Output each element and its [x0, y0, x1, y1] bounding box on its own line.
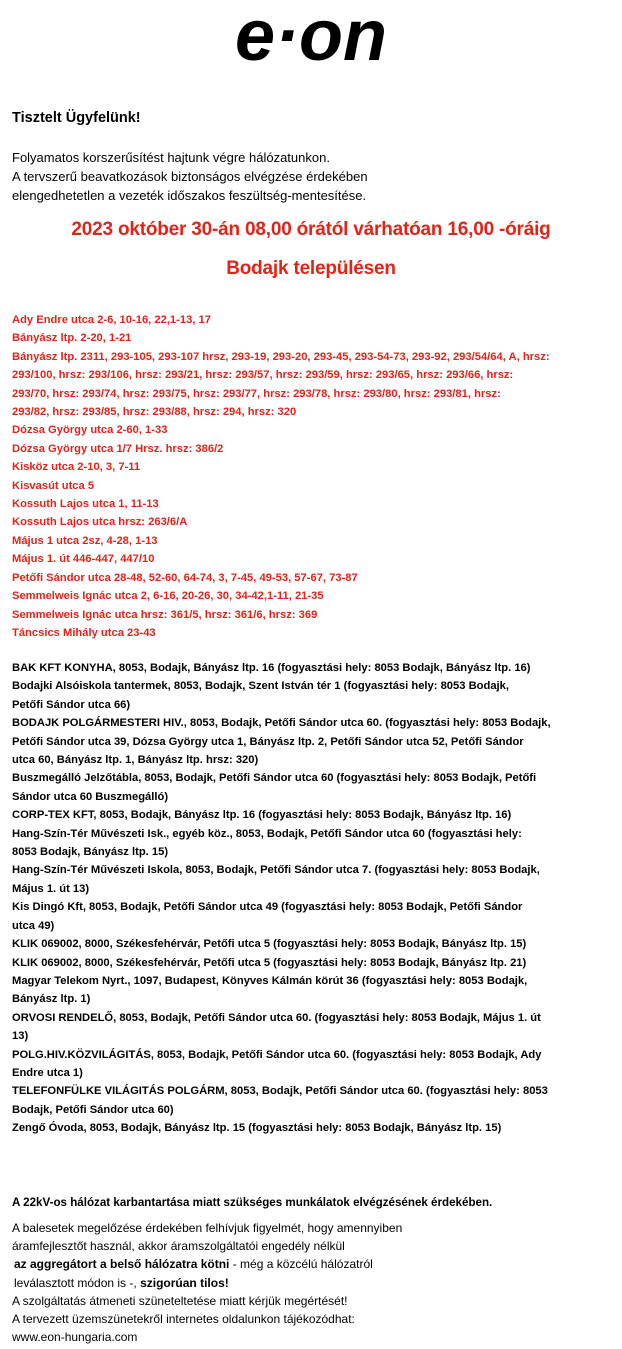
- notice-bold: szigorúan tilos!: [140, 1275, 229, 1290]
- outage-date-heading: 2023 október 30-án 08,00 órától várhatóan 16,00 -óráig: [71, 219, 551, 240]
- consumer-item: utca 49): [12, 919, 55, 932]
- consumer-item: Hang-Szín-Tér Művészeti Iskola, 8053, Bodajk, Petőfi Sándor utca 7. (fogyasztási hely: 8053 Bodajk,: [12, 864, 540, 877]
- notice-line: [12, 1274, 612, 1292]
- street-item: Kossuth Lajos utca 1, 11-13: [12, 498, 159, 511]
- notice-text: leválasztott módon is -,: [14, 1275, 141, 1290]
- consumer-item: Petőfi Sándor utca 39, Dózsa György utca 1, Bányász ltp. 2, Petőfi Sándor utca 52, Petőfi Sándor: [12, 735, 524, 748]
- street-item: Ady Endre utca 2-6, 10-16, 22,1-13, 17: [12, 314, 211, 326]
- intro-line: Folyamatos korszerűsítést hajtunk végre hálózatunkon.: [12, 150, 330, 165]
- consumer-item: CORP-TEX KFT, 8053, Bodajk, Bányász ltp. 16 (fogyasztási hely: 8053 Bodajk, Bányász ltp. 16): [12, 809, 512, 822]
- affected-streets-list: [12, 311, 612, 642]
- intro-line: elengedhetetlen a vezeték időszakos feszültség-mentesítése.: [12, 188, 367, 203]
- intro-line: A tervszerű beavatkozások biztonságos elvégzése érdekében: [12, 169, 368, 184]
- consumer-item: Petőfi Sándor utca 66): [12, 698, 131, 711]
- website-link[interactable]: www.eon-hungaria.com: [12, 1330, 138, 1345]
- notice-line: A tervezett üzemszünetekről internetes oldalunkon tájékozódhat:: [12, 1312, 355, 1327]
- street-item: Semmelweis Ignác utca hrsz: 361/5, hrsz: 361/6, hrsz: 369: [12, 608, 318, 621]
- consumer-item: Bodajk, Petőfi Sándor utca 60): [12, 1103, 174, 1116]
- street-item: Május 1. út 446-447, 447/10: [12, 553, 155, 566]
- street-item: Petőfi Sándor utca 28-48, 52-60, 64-74, 3, 7-45, 49-53, 57-67, 73-87: [12, 571, 358, 584]
- consumer-item: BODAJK POLGÁRMESTERI HIV., 8053, Bodajk, Petőfi Sándor utca 60. (fogyasztási hely: 8053 Bodajk,: [12, 717, 551, 730]
- eon-logo: [0, 8, 622, 70]
- consumer-item: utca 60, Bányász ltp. 1, Bányász ltp. hrsz: 320): [12, 754, 259, 767]
- street-item: 293/100, hrsz: 293/106, hrsz: 293/21, hrsz: 293/57, hrsz: 293/59, hrsz: 293/65, hrsz: 293/66, hrsz:: [12, 369, 514, 382]
- consumer-item: Buszmegálló Jelzőtábla, 8053, Bodajk, Petőfi Sándor utca 60 (fogyasztási hely: 8053 Bodajk, Petőfi: [12, 772, 537, 785]
- consumer-item: BAK KFT KONYHA, 8053, Bodajk, Bányász ltp. 16 (fogyasztási hely: 8053 Bodajk, Bányász ltp. 16): [12, 662, 531, 674]
- consumer-item: Endre utca 1): [12, 1066, 83, 1079]
- consumer-item: 8053 Bodajk, Bányász ltp. 15): [12, 846, 169, 859]
- consumer-item: Május 1. út 13): [12, 882, 90, 895]
- consumer-item: KLIK 069002, 8000, Székesfehérvár, Petőfi utca 5 (fogyasztási hely: 8053 Bodajk, Bányász ltp. 21): [12, 956, 527, 969]
- street-item: Dózsa György utca 1/7 Hrsz. hrsz: 386/2: [12, 442, 224, 455]
- consumer-item: Bányász ltp. 1): [12, 993, 91, 1006]
- notice-line: A balesetek megelőzése érdekében felhívjuk figyelmét, hogy amennyiben: [12, 1221, 403, 1235]
- notice-line: áramfejlesztőt használ, akkor áramszolgáltatói engedély nélkül: [12, 1239, 345, 1254]
- outage-place-heading: Bodajk településen: [226, 258, 396, 279]
- street-item: Semmelweis Ignác utca 2, 6-16, 20-26, 30, 34-42,1-11, 21-35: [12, 590, 324, 603]
- intro-text: [12, 148, 368, 205]
- eon-logo-text: e·on: [235, 8, 387, 70]
- consumer-item: TELEFONFÜLKE VILÁGITÁS POLGÁRM, 8053, Bodajk, Petőfi Sándor utca 60. (fogyasztási hely: 8053: [12, 1085, 548, 1098]
- consumer-item: Sándor utca 60 Buszmegálló): [12, 790, 169, 803]
- street-item: 293/70, hrsz: 293/74, hrsz: 293/75, hrsz: 293/77, hrsz: 293/78, hrsz: 293/80, hrsz: 293/81, hrsz:: [12, 387, 501, 400]
- consumer-item: Hang-Szín-Tér Művészeti Isk., egyéb köz., 8053, Bodajk, Petőfi Sándor utca 60 (fogyasztási hely:: [12, 827, 522, 840]
- notice-line: [12, 1255, 612, 1273]
- notice-bold: az aggregátort a belső hálózatra kötni: [14, 1257, 230, 1272]
- notice-line: A szolgáltatás átmeneti szüneteltetése miatt kérjük megértését!: [12, 1293, 348, 1308]
- street-item: Kisköz utca 2-10, 3, 7-11: [12, 461, 141, 474]
- consumer-item: 13): [12, 1030, 29, 1043]
- street-item: 293/82, hrsz: 293/85, hrsz: 293/88, hrsz: 294, hrsz: 320: [12, 406, 297, 419]
- consumer-item: POLG.HIV.KÖZVILÁGITÁS, 8053, Bodajk, Petőfi Sándor utca 60. (fogyasztási hely: 8053 Bodajk, Ady: [12, 1048, 542, 1061]
- maintenance-reason: A 22kV-os hálózat karbantartása miatt szükséges munkálatok elvégzésének érdekében.: [12, 1196, 493, 1209]
- eon-logo-mark: [191, 8, 431, 70]
- street-item: Kossuth Lajos utca hrsz: 263/6/A: [12, 516, 188, 529]
- street-item: Bányász ltp. 2-20, 1-21: [12, 332, 132, 345]
- street-item: Május 1 utca 2sz, 4-28, 1-13: [12, 534, 158, 547]
- notice-text: - még a közcélú hálózatról: [229, 1257, 373, 1272]
- affected-consumers-list: [12, 659, 612, 1138]
- street-item: Kisvasút utca 5: [12, 479, 95, 492]
- street-item: Dózsa György utca 2-60, 1-33: [12, 424, 168, 437]
- street-item: Táncsics Mihály utca 23-43: [12, 626, 156, 639]
- consumer-item: KLIK 069002, 8000, Székesfehérvár, Petőfi utca 5 (fogyasztási hely: 8053 Bodajk, Bányász ltp. 15): [12, 938, 527, 951]
- consumer-item: Kis Dingó Kft, 8053, Bodajk, Petőfi Sándor utca 49 (fogyasztási hely: 8053 Bodajk, Petőfi Sándor: [12, 901, 523, 914]
- consumer-item: Magyar Telekom Nyrt., 1097, Budapest, Könyves Kálmán körút 36 (fogyasztási hely: 8053 Bodajk,: [12, 974, 528, 987]
- consumer-item: Bodajki Alsóiskola tantermek, 8053, Bodajk, Szent István tér 1 (fogyasztási hely: 8053 Bodajk,: [12, 680, 509, 693]
- greeting: Tisztelt Ügyfelünk!: [12, 110, 141, 126]
- safety-notice: [12, 1219, 612, 1346]
- street-item: Bányász ltp. 2311, 293-105, 293-107 hrsz, 293-19, 293-20, 293-45, 293-54-73, 293-92, 293/54/64, A, hrsz:: [12, 350, 550, 363]
- consumer-item: ORVOSI RENDELŐ, 8053, Bodajk, Petőfi Sándor utca 60. (fogyasztási hely: 8053 Bodajk, Május 1. út: [12, 1011, 541, 1024]
- consumer-item: Zengő Óvoda, 8053, Bodajk, Bányász ltp. 15 (fogyasztási hely: 8053 Bodajk, Bányász ltp. 15): [12, 1122, 502, 1135]
